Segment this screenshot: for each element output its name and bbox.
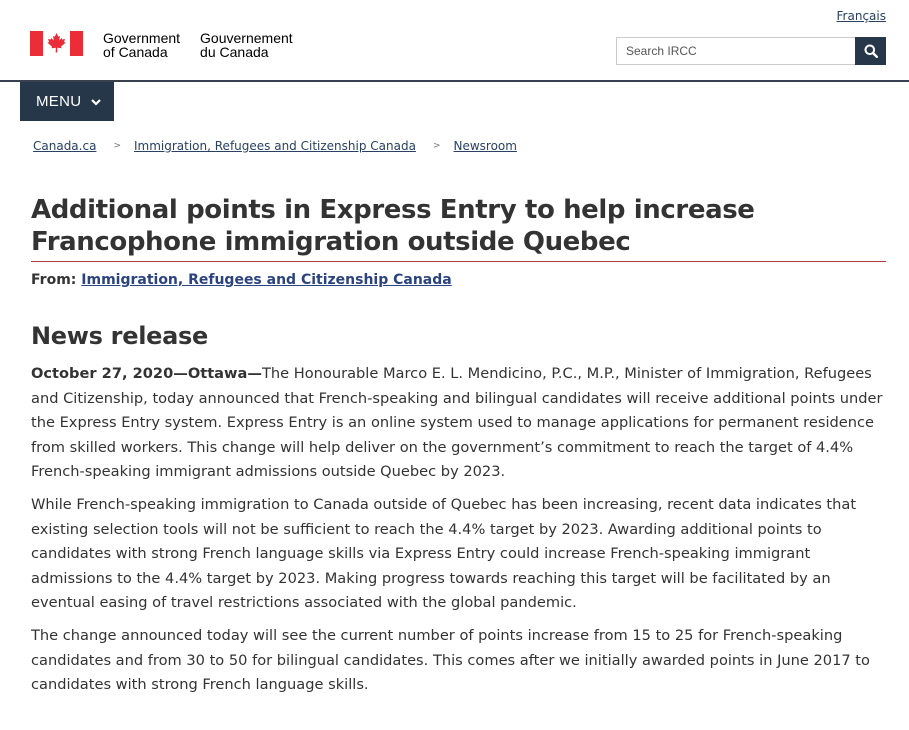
- search-icon: [864, 44, 878, 58]
- breadcrumb-separator-icon: >: [113, 141, 121, 151]
- signature-fr-line2: du Canada: [200, 44, 269, 60]
- search-button[interactable]: [855, 37, 886, 65]
- government-signature[interactable]: [30, 31, 293, 59]
- from-label: From:: [31, 272, 77, 288]
- signature-english: [103, 31, 180, 59]
- breadcrumb-canada-ca[interactable]: Canada.ca: [33, 139, 97, 153]
- from-department-link[interactable]: Immigration, Refugees and Citizenship Canada: [81, 272, 452, 288]
- breadcrumb-newsroom[interactable]: Newsroom: [453, 139, 517, 153]
- title-underline: [31, 261, 886, 262]
- breadcrumb-separator-icon: >: [432, 141, 441, 151]
- article-body: [31, 362, 891, 706]
- menu-button[interactable]: [20, 82, 114, 121]
- search-input[interactable]: [616, 37, 855, 65]
- paragraph-3: The change announced today will see the current number of points increase from 15 to 25 for French-speaking candidates and from 30 to 50 for bilingual candidates. This comes after we initially awarded points in June 2017 to candidates with strong French language skills.: [31, 626, 870, 694]
- signature-en-line1: Government: [103, 30, 181, 46]
- paragraph-2: While French-speaking immigration to Canada outside of Quebec has been increasing, recent data indicates that existing selection tools will not be sufficient to reach the 4.4% target by 2023. Awarding additional points to candidates with strong French language skills via Express Entry could increase French-speaking immigrant admissions to the 4.4% target by 2023. Making progress towards reaching this target will be facilitated by an eventual easing of travel restrictions associated with the global pandemic.: [31, 495, 857, 612]
- page-title: Additional points in Express Entry to help increase Francophone immigration outside Quebec: [31, 195, 755, 257]
- breadcrumb-ircc[interactable]: Immigration, Refugees and Citizenship Canada: [133, 139, 416, 153]
- header-divider: [0, 80, 909, 82]
- chevron-down-icon: [90, 97, 102, 107]
- menu-label: MENU: [36, 93, 82, 110]
- language-toggle-link[interactable]: Français: [836, 9, 886, 23]
- signature-fr-line1: Gouvernement: [200, 30, 293, 46]
- canada-flag-icon: [30, 31, 83, 56]
- search-form: [616, 37, 886, 65]
- paragraph-1: [31, 362, 891, 485]
- signature-french: [200, 31, 293, 59]
- from-line: [31, 272, 452, 288]
- section-heading: News release: [31, 322, 208, 350]
- dateline: October 27, 2020—Ottawa—: [31, 365, 262, 382]
- breadcrumb: [33, 139, 517, 153]
- paragraph-1-text: The Honourable Marco E. L. Mendicino, P.C., M.P., Minister of Immigration, Refugees and Citizenship, today announced that French-speaking and bilingual candidates will receive additional points under the Express Entry system. Express Entry is an online system used to manage applications for permanent residence from skilled workers. This change will help deliver on the government’s commitment to reach the target of 4.4% French-speaking immigrant admissions outside Quebec by 2023.: [31, 365, 883, 481]
- signature-en-line2: of Canada: [103, 44, 168, 60]
